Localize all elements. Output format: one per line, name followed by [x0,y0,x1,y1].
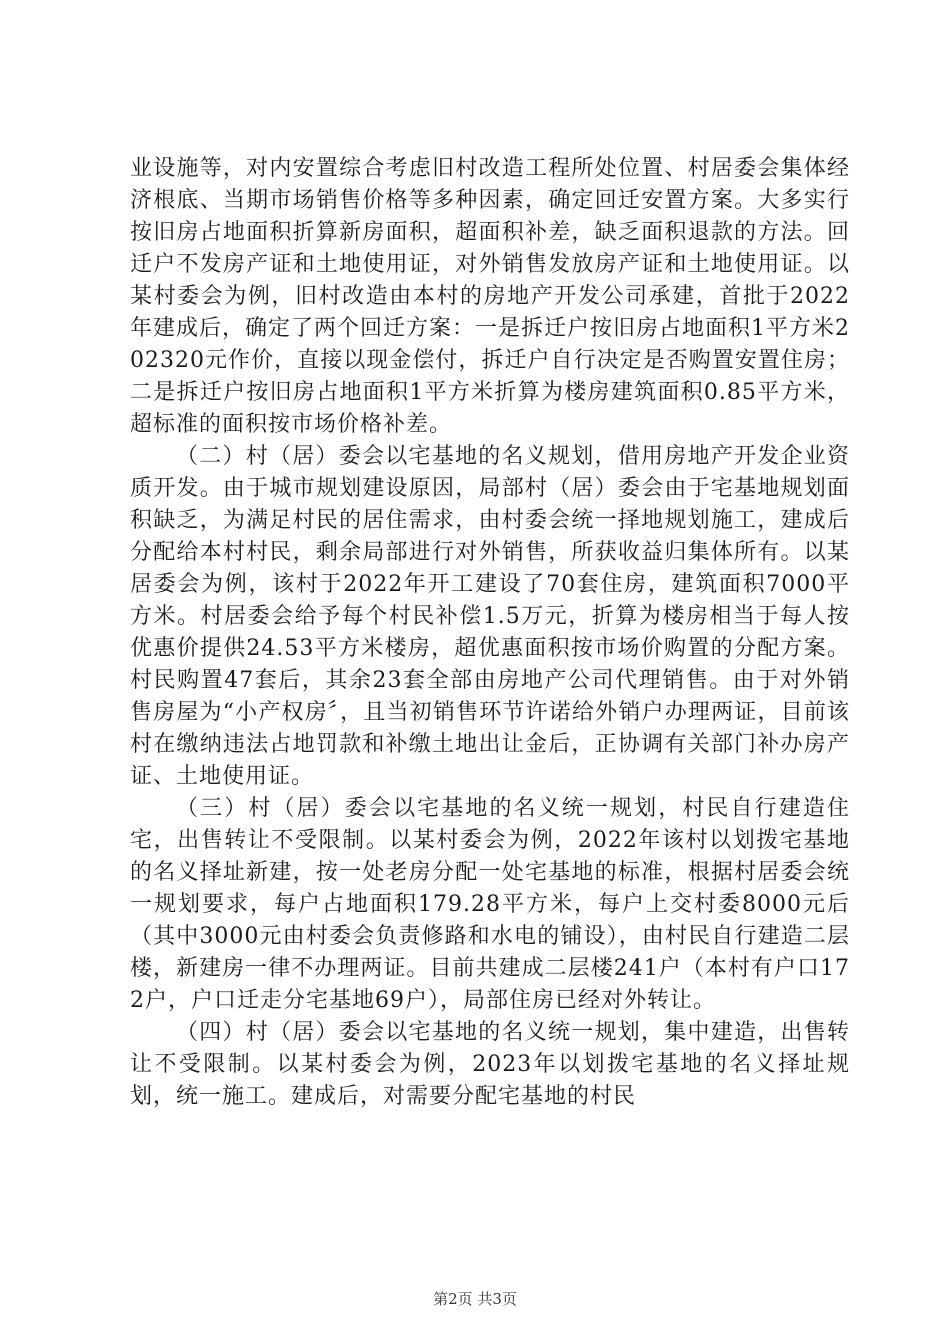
paragraph-section-2: （二）村（居）委会以宅基地的名义规划，借用房地产开发企业资质开发。由于城市规划建设原因，局部村（居）委会由于宅基地规划面积缺乏，为满足村民的居住需求，由村委会统一择地规划施工，建成后分配给本村村民，剩余局部进行对外销售，所获收益归集体所有。以某居委会为例，该村于2022年开工建设了70套住房，建筑面积7000平方米。村居委会给予每个村民补偿1.5万元，折算为楼房相当于每人按优惠价提供24.53平方米楼房，超优惠面积按市场价购置的分配方案。村民购置47套后，其余23套全部由房地产公司代理销售。由于对外销售房屋为“小产权房〞，且当初销售环节许诺给外销户办理两证，目前该村在缴纳违法占地罚款和补缴土地出让金后，正协调有关部门补办房产证、土地使用证。 [130,444,850,789]
paragraph-section-3: （三）村（居）委会以宅基地的名义统一规划，村民自行建造住宅，出售转让不受限制。以某村委会为例，2022年该村以划拨宅基地的名义择址新建，按一处老房分配一处宅基地的标准，根据村居委会统一规划要求，每户占地面积179.28平方米，每户上交村委8000元后（其中3000元由村委会负责修路和水电的铺设），由村民自行建造二层楼，新建房一律不办理两证。目前共建成二层楼241户（本村有户口172户，户口迁走分宅基地69户），局部住房已经对外转让。 [130,796,850,1013]
page-number-footer: 第2页 共3页 [433,1290,517,1308]
document-body [130,153,850,1113]
paragraph-section-4: （四）村（居）委会以宅基地的名义统一规划，集中建造，出售转让不受限制。以某村委会为例，2023年以划拨宅基地的名义择址规划，统一施工。建成后，对需要分配宅基地的村民 [130,1020,850,1109]
paragraph-continuation: 业设施等，对内安置综合考虑旧村改造工程所处位置、村居委会集体经济根底、当期市场销售价格等多种因素，确定回迁安置方案。大多实行按旧房占地面积折算新房面积，超面积补差，缺乏面积退款的方法。回迁户不发房产证和土地使用证，对外销售发放房产证和土地使用证。以某村委会为例，旧村改造由本村的房地产开发公司承建，首批于2022年建成后，确定了两个回迁方案：一是拆迁户按旧房占地面积1平方米202320元作价，直接以现金偿付，拆迁户自行决定是否购置安置住房；二是拆迁户按旧房占地面积1平方米折算为楼房建筑面积0.85平方米，超标准的面积按市场价格补差。 [130,156,850,437]
